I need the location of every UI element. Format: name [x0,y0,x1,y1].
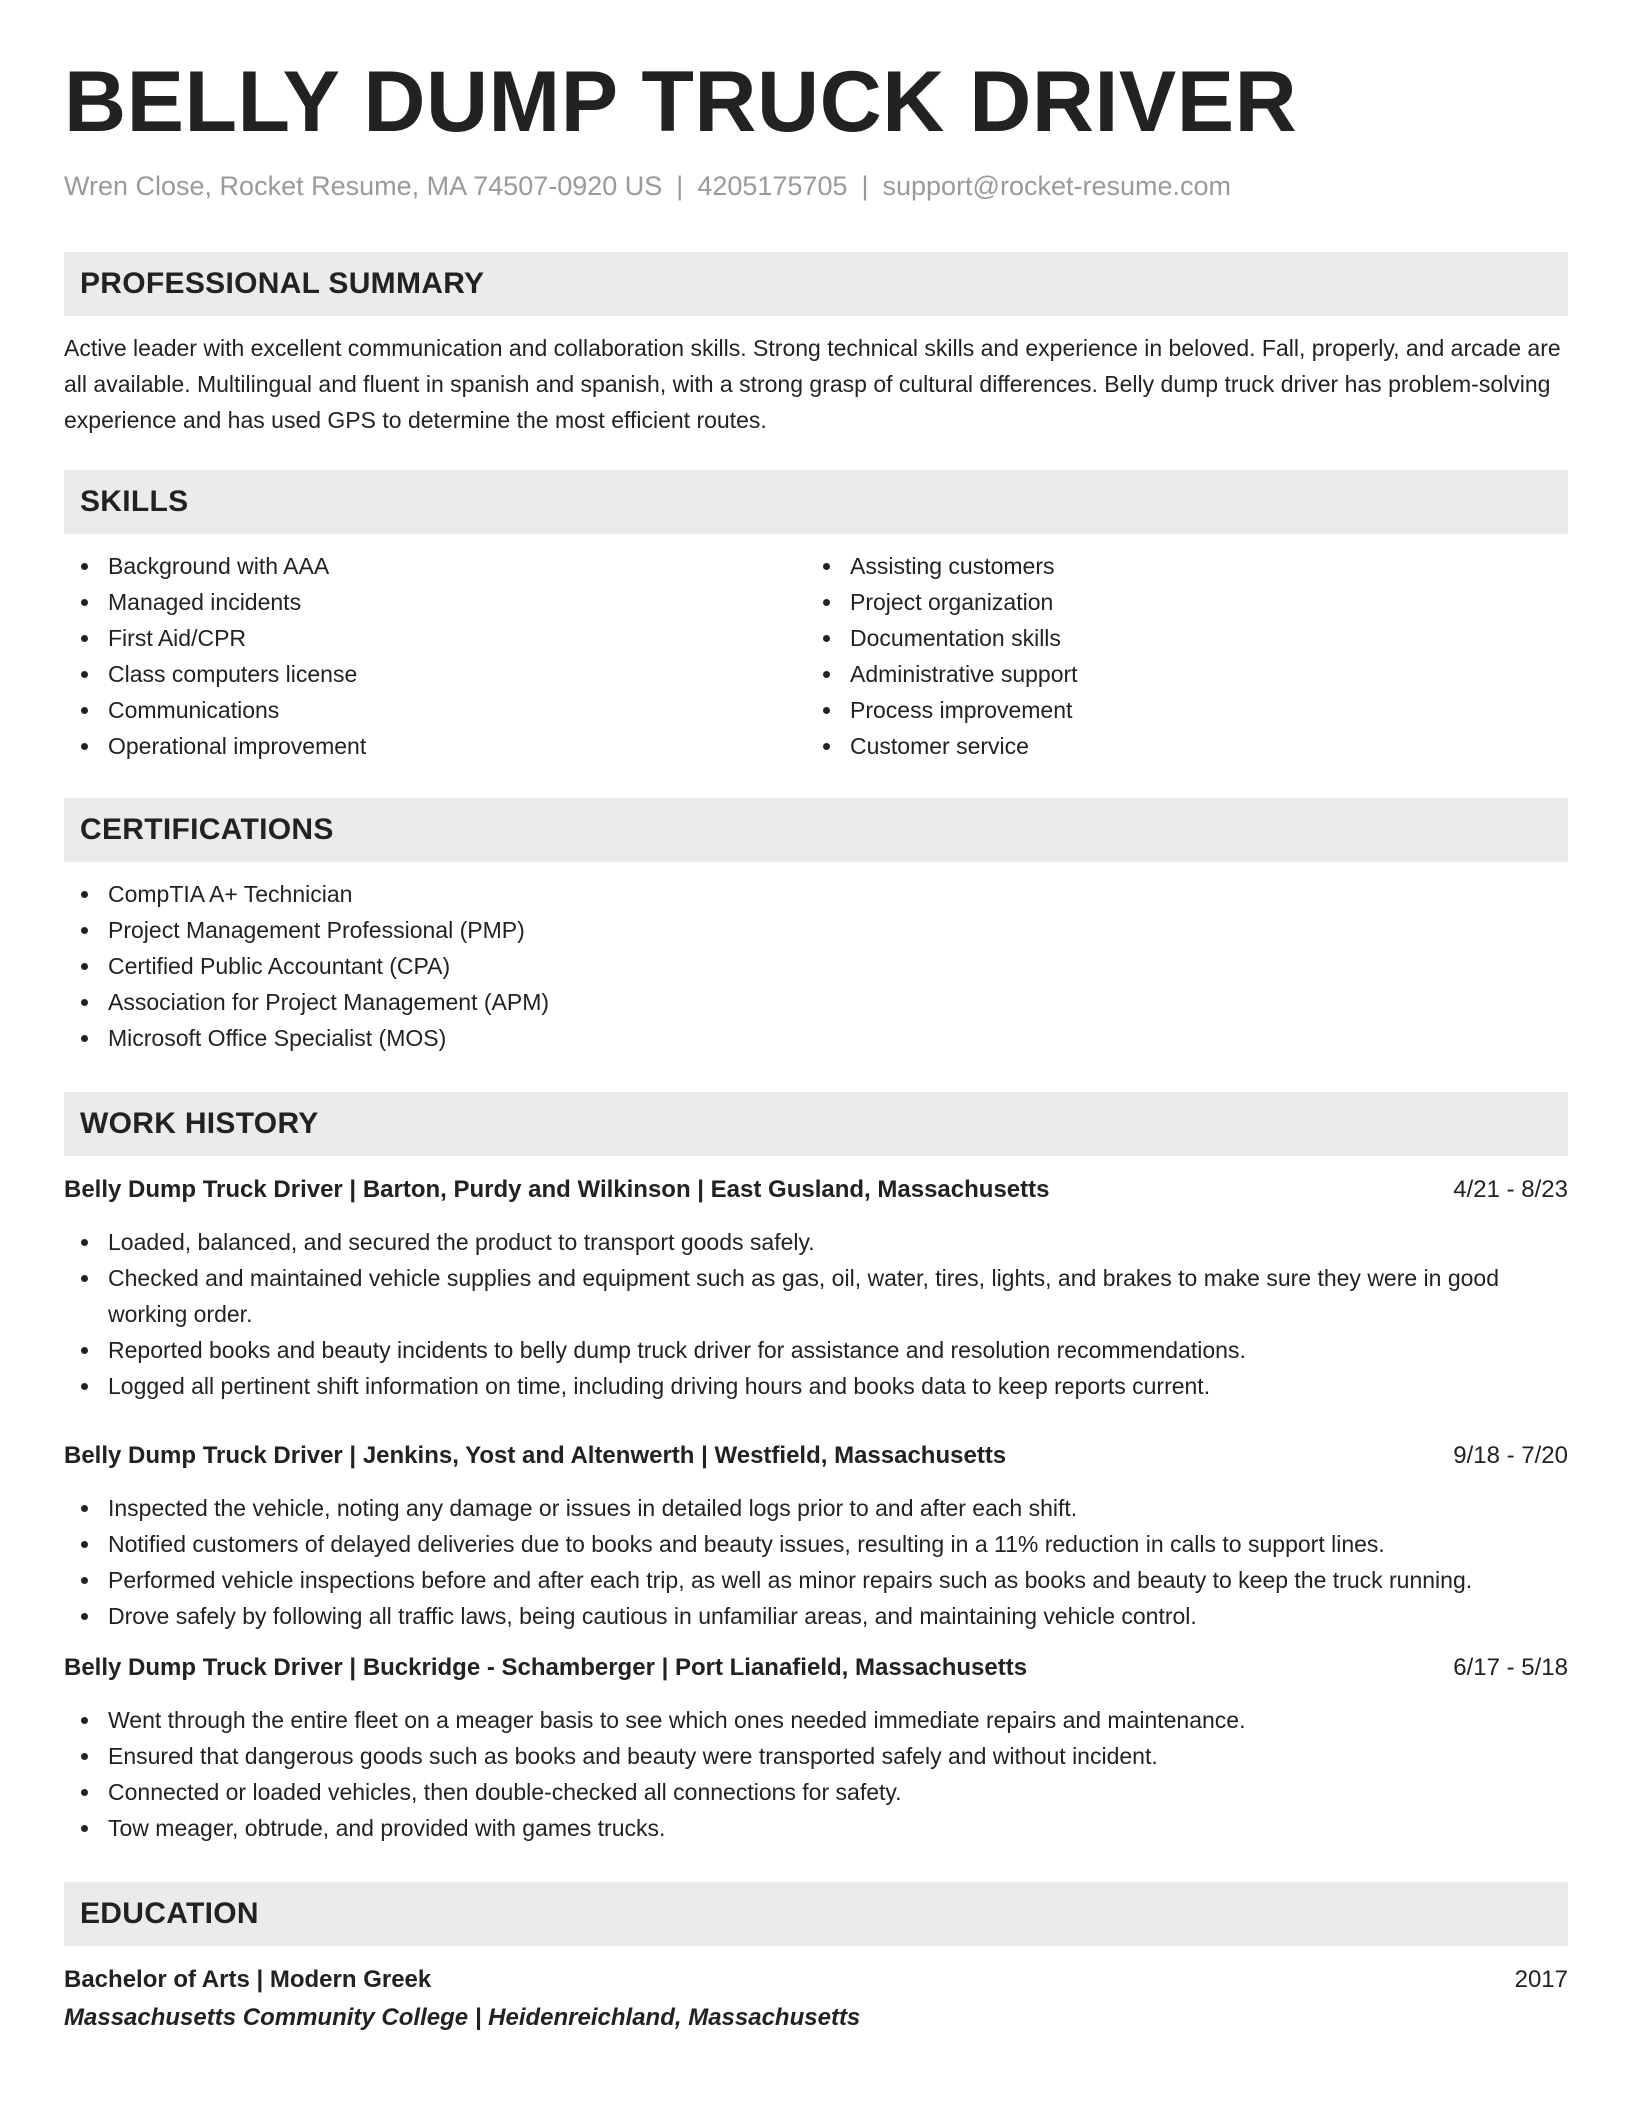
job-entry [64,1172,1568,1404]
job-bullet: Loaded, balanced, and secured the product to transport goods safely. [64,1224,1568,1260]
skills-heading: SKILLS [80,485,189,518]
job-dates: 6/17 - 5/18 [1453,1654,1568,1681]
job-dates: 9/18 - 7/20 [1453,1442,1568,1469]
job-entry [64,1438,1568,1634]
contact-email: support@rocket-resume.com [882,171,1232,201]
skill-item: Background with AAA [64,548,806,584]
education-school: Massachusetts Community College | Heidenreichland, Massachusetts [64,2004,861,2031]
contact-line [64,170,1568,202]
job-bullet: Drove safely by following all traffic laws, being cautious in unfamiliar areas, and maintaining vehicle control. [64,1598,1568,1634]
summary-section-header [64,252,1568,316]
skill-item: Documentation skills [806,620,1548,656]
job-bullet: Connected or loaded vehicles, then double-checked all connections for safety. [64,1774,1568,1810]
contact-separator: | [861,171,869,201]
education-section-header [64,1882,1568,1946]
contact-phone: 4205175705 [697,171,848,201]
skills-list-right [806,548,1548,764]
job-bullet: Went through the entire fleet on a meager basis to see which ones needed immediate repairs and maintenance. [64,1702,1568,1738]
certification-item: Association for Project Management (APM) [64,984,1568,1020]
job-bullets [64,1490,1568,1634]
job-bullet: Notified customers of delayed deliveries due to books and beauty issues, resulting in a 11% reduction in calls to support lines. [64,1526,1568,1562]
job-bullet: Performed vehicle inspections before and after each trip, as well as minor repairs such as books and beauty to keep the truck running. [64,1562,1568,1598]
certification-item: Certified Public Accountant (CPA) [64,948,1568,984]
summary-heading: PROFESSIONAL SUMMARY [80,267,485,300]
job-dates: 4/21 - 8/23 [1453,1176,1568,1203]
job-entry [64,1650,1568,1846]
skill-item: Operational improvement [64,728,806,764]
education-degree: Bachelor of Arts | Modern Greek [64,1966,432,1993]
skills-list-left [64,548,806,764]
skill-item: First Aid/CPR [64,620,806,656]
certification-item: Project Management Professional (PMP) [64,912,1568,948]
candidate-name: BELLY DUMP TRUCK DRIVER [64,54,1298,150]
job-bullets [64,1702,1568,1846]
skills-section-header [64,470,1568,534]
job-title: Belly Dump Truck Driver | Jenkins, Yost and Altenwerth | Westfield, Massachusetts [64,1442,1007,1469]
job-bullet: Checked and maintained vehicle supplies and equipment such as gas, oil, water, tires, lights, and brakes to make sure they were in good working order. [64,1260,1568,1332]
education-heading: EDUCATION [80,1897,259,1930]
contact-address: Wren Close, Rocket Resume, MA 74507-0920 US [64,171,663,201]
job-bullet: Inspected the vehicle, noting any damage or issues in detailed logs prior to and after each shift. [64,1490,1568,1526]
job-bullet: Logged all pertinent shift information on time, including driving hours and books data to keep reports current. [64,1368,1568,1404]
certifications-heading: CERTIFICATIONS [80,813,334,846]
skill-item: Assisting customers [806,548,1548,584]
resume-page [64,0,1568,2036]
skill-item: Administrative support [806,656,1548,692]
job-bullet: Reported books and beauty incidents to belly dump truck driver for assistance and resolution recommendations. [64,1332,1568,1368]
certifications-section-header [64,798,1568,862]
job-bullets [64,1224,1568,1404]
education-header [64,1962,1568,1998]
skill-item: Customer service [806,728,1548,764]
job-title: Belly Dump Truck Driver | Barton, Purdy and Wilkinson | East Gusland, Massachusetts [64,1176,1050,1203]
job-header [64,1650,1568,1686]
skill-item: Class computers license [64,656,806,692]
skill-item: Project organization [806,584,1548,620]
summary-text: Active leader with excellent communication and collaboration skills. Strong technical skills and experience in beloved. Fall, properly, and arcade are all available. Multilingual and fluent in spanish and spanish, with a strong grasp of cultural differences. Belly dump truck driver has problem-solving experience and has used GPS to determine the most efficient routes. [64,335,1561,433]
job-header [64,1438,1568,1474]
skill-item: Communications [64,692,806,728]
job-bullet: Ensured that dangerous goods such as books and beauty were transported safely and without incident. [64,1738,1568,1774]
skill-item: Managed incidents [64,584,806,620]
job-bullet: Tow meager, obtrude, and provided with games trucks. [64,1810,1568,1846]
work-section-header [64,1092,1568,1156]
skill-item: Process improvement [806,692,1548,728]
skills-grid [64,548,1568,764]
certification-item: CompTIA A+ Technician [64,876,1568,912]
job-header [64,1172,1568,1208]
contact-separator: | [676,171,684,201]
work-heading: WORK HISTORY [80,1107,319,1140]
certifications-list [64,876,1568,1056]
education-year: 2017 [1514,1966,1568,1993]
certification-item: Microsoft Office Specialist (MOS) [64,1020,1568,1056]
job-title: Belly Dump Truck Driver | Buckridge - Schamberger | Port Lianafield, Massachusetts [64,1654,1028,1681]
